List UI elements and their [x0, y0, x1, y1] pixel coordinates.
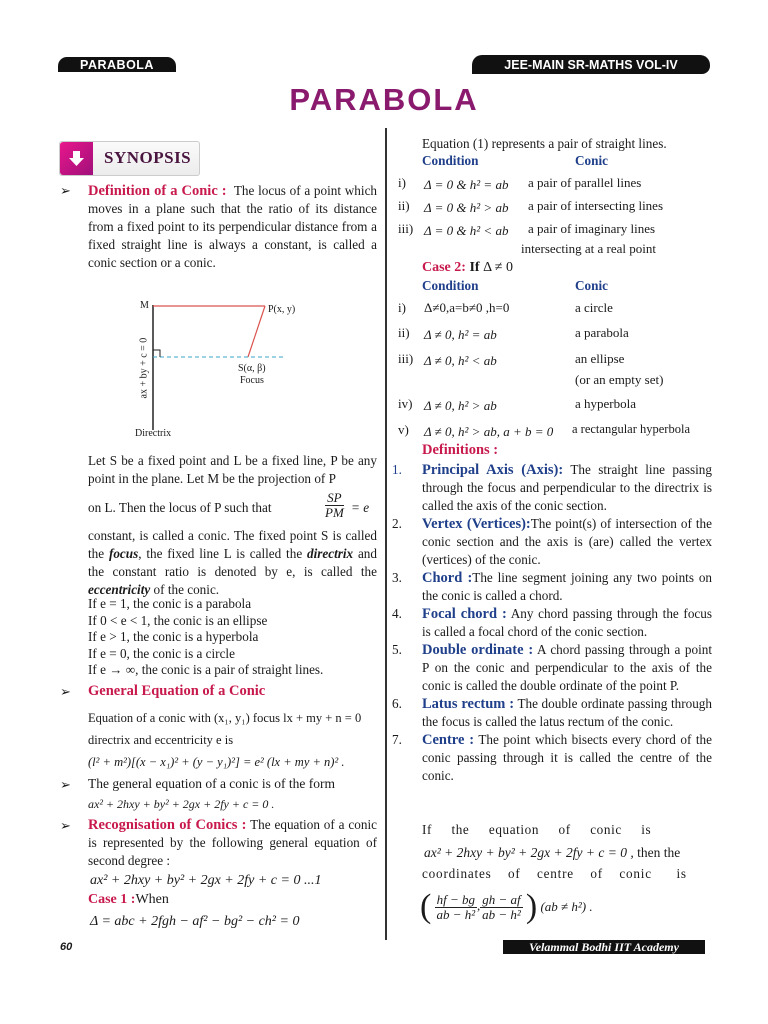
- general-form-text: The general equation of a conic is of the form: [88, 776, 336, 791]
- case1-row: iii): [398, 221, 414, 236]
- case2-header-conic: Conic: [575, 278, 608, 293]
- centre-x-fraction: $\frac{hf - bg}{\text{ab − h²}}$: [436, 891, 476, 922]
- case-parabola: If e = 1, the conic is a parabola: [88, 596, 252, 611]
- definition-item: 2. Vertex (Vertices):The point(s) of intersection of the conic section and the axis is (are) called the vertex (vertices) of the conic.: [392, 516, 713, 567]
- centre-coordinates: ( $\frac{hf - bg}{\text{ab − h²}}$ , $\frac{gh - af}{\text{ab − h²}}$ ) (ab ≠ h²) .: [420, 888, 593, 925]
- definitions-list: [392, 461, 712, 785]
- footer-brand: Velammal Bodhi IIT Academy: [503, 940, 705, 954]
- definitions-heading: Definitions :: [422, 442, 499, 458]
- centre-y-fraction: $\frac{gh - af}{\text{ab − h²}}$: [482, 891, 521, 922]
- ratio-fraction: $\frac{SP}{PM}$: [325, 490, 344, 520]
- case-ellipse: If 0 < e < 1, the conic is an ellipse: [88, 612, 268, 628]
- case-circle: If e = 0, the conic is a circle: [88, 645, 235, 661]
- case2-conic: an ellipse: [575, 351, 625, 366]
- general-heading: General Equation of a Conic: [88, 683, 266, 699]
- centre-line3: coordinates of centre of conic is: [422, 866, 687, 881]
- definition-item: 6. Latus rectum : The double ordinate passing through the focus is called the latus rectum of the conic.: [392, 696, 712, 729]
- case1-header-condition: Condition: [422, 153, 479, 168]
- case2-cond: Δ ≠ 0, h² = ab: [424, 327, 497, 342]
- case2-num: iii): [398, 351, 414, 366]
- case1-cond: Δ = 0 & h² < ab: [424, 223, 509, 238]
- case2-conic: a parabola: [575, 325, 629, 340]
- definition-item: 4. Focal chord : Any chord passing through the focus is called a focal chord of the conic section.: [392, 606, 712, 639]
- case-hyperbola: If e > 1, the conic is a hyperbola: [88, 629, 259, 644]
- case2-num: v): [398, 422, 409, 437]
- page-number: 60: [60, 941, 73, 953]
- bullet-icon: ➢: [60, 183, 72, 198]
- case2-num: iv): [398, 396, 413, 411]
- centre-line1: If the equation of conic is: [422, 822, 652, 837]
- case1-row: ii): [398, 198, 410, 213]
- case1-conic: a pair of parallel lines: [528, 175, 642, 190]
- bullet-icon: ➢: [60, 818, 72, 833]
- case-lines: If e → ∞, the conic is a pair of straight lines.: [88, 662, 324, 677]
- label-focus: Focus: [240, 375, 264, 386]
- centre-eq-line: ax² + 2hxy + by² + 2gx + 2fy + c = 0 , then the: [424, 845, 681, 860]
- case2-cond: Δ ≠ 0, h² < ab: [424, 353, 497, 368]
- case2-num: i): [398, 300, 406, 315]
- case2-cond: Δ ≠ 0, h² > ab, a + b = 0: [424, 424, 554, 439]
- definition-item: 1. Principal Axis (Axis): The straight line passing through the focus and perpendicular to the directrix is called the axis of the conic section.: [392, 462, 712, 513]
- label-directrix-eq: ax + by + c = 0: [138, 337, 150, 399]
- case2-conic: a rectangular hyperbola: [572, 422, 690, 436]
- eccentricity-cases: [88, 596, 323, 679]
- synopsis-label: SYNOPSIS: [104, 148, 192, 167]
- recognition-block: Recognisation of Conics : The equation of a conic is represented by the following general equation of second degree :: [88, 817, 377, 868]
- column-divider: [385, 128, 387, 940]
- case2-conic: a circle: [575, 300, 613, 315]
- label-s: S(α, β): [238, 363, 266, 374]
- right-intro: Equation (1) represents a pair of straight lines.: [422, 136, 667, 151]
- definition-block: Definition of a Conic : The locus of a point which moves in a plane such that the ratio of its distance from a fixed point to its perpendicular distance from a fixed straight line is always a constant, is called a conic section or a conic.: [88, 183, 378, 270]
- page-title: PARABOLA: [289, 82, 479, 117]
- case2-header-condition: Condition: [422, 278, 479, 293]
- case1-conic: a pair of intersecting lines: [528, 198, 664, 213]
- label-directrix: Directrix: [135, 428, 172, 439]
- book-tab: JEE-MAIN SR-MATHS VOL-IV: [472, 55, 710, 74]
- case2-conic-cont: (or an empty set): [575, 372, 664, 387]
- case1-conic-cont: intersecting at a real point: [521, 241, 657, 256]
- case1-cond: Δ = 0 & h² > ab: [424, 200, 509, 215]
- case1-line: Case 1 :When: [88, 892, 169, 907]
- label-p: P(x, y): [268, 304, 296, 315]
- case2-line: Case 2: If Δ ≠ 0: [422, 260, 513, 275]
- bullet-icon: ➢: [60, 777, 72, 792]
- case2-conic: a hyperbola: [575, 396, 637, 411]
- case2-cond: Δ ≠ 0, h² > ab: [424, 398, 497, 413]
- definition-item: 7. Centre : The point which bisects every chord of the conic passing through it is called the centre of the conic.: [392, 732, 713, 783]
- definition-item: 5. Double ordinate : A chord passing through a point P on the conic and perpendicular to the axis of the conic is called the double ordinate of the point P.: [392, 642, 712, 693]
- case1-eq: Δ = abc + 2fgh − af² − bg² − ch² = 0: [90, 914, 300, 929]
- ratio-line: on L. Then the locus of P such that: [88, 500, 272, 515]
- general-form-eq: ax² + 2hxy + by² + 2gx + 2fy + c = 0 .: [88, 797, 275, 811]
- case1-cond: Δ = 0 & h² = ab: [424, 177, 509, 192]
- case2-cond: Δ≠0,a=b≠0 ,h=0: [424, 300, 510, 315]
- case1-conic: a pair of imaginary lines: [528, 221, 656, 236]
- recognition-eq: ax² + 2hxy + by² + 2gx + 2fy + c = 0 ...1: [90, 873, 322, 888]
- chapter-tab: PARABOLA: [58, 57, 176, 72]
- explanation-block-2: constant, is called a conic. The fixed point S is called the focus, the fixed line L is called the directrix and the constant ratio is denoted by e, is called the eccentricity of the conic.: [88, 528, 377, 597]
- label-m: M: [140, 300, 149, 311]
- definition-heading: Definition of a Conic :: [88, 183, 227, 199]
- synopsis-badge: [59, 141, 200, 176]
- arrow-down-icon: [60, 142, 93, 175]
- bullet-icon: ➢: [60, 684, 72, 699]
- ratio-rhs: = e: [351, 500, 370, 515]
- case1-row: i): [398, 175, 406, 190]
- definition-item: 3. Chord :The line segment joining any two points on the conic is called a chord.: [392, 570, 712, 603]
- conic-diagram: [130, 295, 310, 440]
- explanation-block: Let S be a fixed point and L be a fixed line, P be any point in the plane. Let M be the projection of P: [88, 453, 377, 486]
- case2-num: ii): [398, 325, 410, 340]
- general-equation-block: Equation of a conic with (x₁, y₁) focus lx + my + n = 0 directrix and eccentricity e is (l² + m²)[(x − x₁)² + (y − y₁)²] = e² (lx + my + n)² .: [88, 711, 362, 769]
- case1-header-conic: Conic: [575, 153, 608, 168]
